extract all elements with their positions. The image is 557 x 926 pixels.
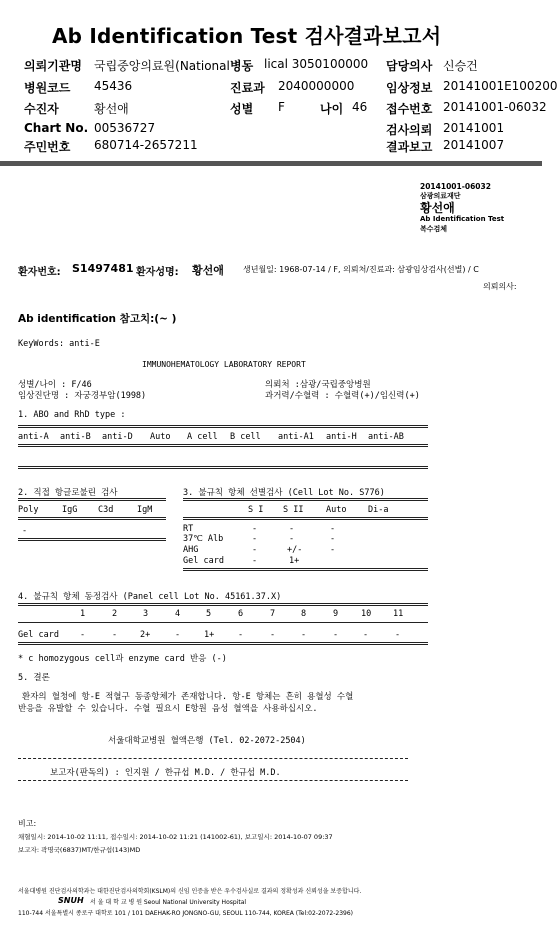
dat-value: - xyxy=(22,526,28,536)
panel-cell: - xyxy=(112,630,118,640)
header-value: 신승건 xyxy=(443,59,478,73)
section1-title: 1. ABO and RhD type : xyxy=(18,410,126,420)
stamp-multi: 복수검체 xyxy=(420,225,448,233)
patient-name-value: 황선애 xyxy=(192,264,224,277)
history: 과거력/수혈력 : 수혈력(+)/임신력(+) xyxy=(265,391,420,401)
remark-label: 비고: xyxy=(18,819,37,828)
panel-col: 5 xyxy=(206,609,212,619)
panel-cell: 1+ xyxy=(204,630,215,640)
rule xyxy=(18,498,166,501)
panel-cell: - xyxy=(270,630,276,640)
panel-col: 1 xyxy=(80,609,86,619)
rule xyxy=(183,568,428,571)
screen-row-label: RT xyxy=(183,524,194,534)
header-value: 2040000000 xyxy=(278,79,355,93)
header-value: 00536727 xyxy=(94,121,156,135)
panel-col: 7 xyxy=(270,609,276,619)
panel-cell: 2+ xyxy=(140,630,151,640)
dat-col: IgG xyxy=(62,505,78,515)
screen-col: Di-a xyxy=(368,505,389,515)
panel-cell: - xyxy=(238,630,244,640)
panel-row-label: Gel card xyxy=(18,630,59,640)
header-value: 20141007 xyxy=(443,138,505,152)
header-divider xyxy=(0,161,542,166)
age-label: 나이 xyxy=(320,102,344,116)
conclusion-line2: 반응을 유발할 수 있습니다. 수혈 필요시 E항원 음성 혈액을 사용하십시오. xyxy=(18,704,318,714)
sex-age: 성별/나이 : F/46 xyxy=(18,380,92,390)
report-title: IMMUNOHEMATOLOGY LABORATORY REPORT xyxy=(142,360,306,369)
abo-col: B cell xyxy=(230,432,261,442)
header-label: 진료과 xyxy=(230,81,265,95)
hospital-name: 서 울 대 학 교 병 원 Seoul National University Hospital xyxy=(90,899,247,906)
header-label: 수진자 xyxy=(24,102,59,116)
screen-cell: - xyxy=(330,545,336,555)
header-label: 병원코드 xyxy=(24,81,71,95)
header-label: 병동 xyxy=(230,59,254,73)
abo-col: A cell xyxy=(187,432,218,442)
rule xyxy=(18,780,408,781)
panel-col: 10 xyxy=(361,609,372,619)
header-label: Chart No. xyxy=(24,121,89,135)
rule xyxy=(18,603,428,606)
screen-col: S I xyxy=(248,505,264,515)
screen-cell: - xyxy=(252,524,258,534)
age-value: 46 xyxy=(352,100,368,114)
abo-col: anti-B xyxy=(60,432,91,442)
header-label: 접수번호 xyxy=(386,102,433,116)
panel-col: 4 xyxy=(175,609,181,619)
snuh-logo: SNUH xyxy=(58,896,84,905)
timestamps: 채혈일시: 2014-10-02 11:11, 접수일시: 2014-10-02 11:21 (141002-61), 보고일시: 2014-10-07 09:37 xyxy=(18,833,333,841)
reporter-ids: 보고자: 곽명국(6837)MT/한규섭(143)MD xyxy=(18,846,141,854)
header-label: 결과보고 xyxy=(386,140,433,154)
screen-cell: - xyxy=(289,534,295,544)
screen-col: Auto xyxy=(326,505,347,515)
rule xyxy=(18,466,428,469)
panel-col: 8 xyxy=(301,609,307,619)
patient-details: 생년월일: 1968-07-14 / F, 의뢰처/진료과: 삼광임상검사(선별) / C xyxy=(243,265,479,274)
screen-cell: 1+ xyxy=(289,556,300,566)
dat-col: C3d xyxy=(98,505,114,515)
screen-cell: - xyxy=(252,534,258,544)
referrer: 의뢰처 :삼광/국립중앙병원 xyxy=(265,380,371,390)
rule xyxy=(18,444,428,447)
header-value: 45436 xyxy=(94,79,133,93)
dat-col: IgM xyxy=(137,505,153,515)
stamp-name: 황선애 xyxy=(420,201,455,215)
referring-doctor: 의뢰의사: xyxy=(483,282,517,291)
stamp-org: 삼광의료재단 xyxy=(420,192,461,200)
section2-title: 2. 직접 항글로불린 검사 xyxy=(18,488,118,498)
page-title: Ab Identification Test 검사결과보고서 xyxy=(52,24,442,48)
header-value: 20141001E100200 xyxy=(443,79,557,93)
screen-cell: - xyxy=(252,545,258,555)
panel-col: 6 xyxy=(238,609,244,619)
rule xyxy=(18,517,166,520)
rule xyxy=(18,538,166,541)
screen-cell: - xyxy=(252,556,258,566)
panel-cell: - xyxy=(80,630,86,640)
diagnosis: 임상진단명 : 자궁경부암(1998) xyxy=(18,391,147,401)
header-label: 담당의사 xyxy=(386,59,433,73)
screen-row-label: Gel card xyxy=(183,556,224,566)
hospital-address: 110-744 서울특별시 종로구 대학로 101 / 101 DAEHAK-RO JONGNO-GU, SEOUL 110-744, KOREA (Tel:02-2072-2396) xyxy=(18,910,354,917)
reference-title: Ab identification 참고치:(~ ) xyxy=(18,313,177,325)
stamp-test: Ab Identification Test xyxy=(420,215,505,223)
screen-cell: - xyxy=(330,534,336,544)
panel-col: 2 xyxy=(112,609,118,619)
header-value: 황선애 xyxy=(94,102,129,116)
screen-row-label: 37℃ Alb xyxy=(183,534,224,544)
panel-note: * c homozygous cell과 enzyme card 반응 (-) xyxy=(18,654,227,664)
rule xyxy=(18,622,428,623)
screen-cell: - xyxy=(289,524,295,534)
patient-no-value: S1497481 xyxy=(72,262,134,275)
abo-col: anti-D xyxy=(102,432,133,442)
header-label: 성별 xyxy=(230,102,254,116)
patient-name-label: 환자성명: xyxy=(136,267,179,278)
rule xyxy=(183,498,428,501)
header-value: 국립중앙의료원(National xyxy=(94,59,230,73)
panel-col: 11 xyxy=(393,609,404,619)
abo-col: anti-AB xyxy=(368,432,404,442)
rule xyxy=(18,425,428,428)
rule xyxy=(18,642,428,645)
abo-col: anti-A1 xyxy=(278,432,314,442)
reporter: 보고자(판독의) : 인지원 / 한규섭 M.D. / 한규섭 M.D. xyxy=(50,768,281,778)
keywords: KeyWords: anti-E xyxy=(18,339,100,349)
panel-cell: - xyxy=(175,630,181,640)
blood-bank: 서울대학교병원 혈액은행 (Tel. 02-2072-2504) xyxy=(108,736,306,746)
panel-cell: - xyxy=(395,630,401,640)
dat-col: Poly xyxy=(18,505,39,515)
panel-col: 9 xyxy=(333,609,339,619)
screen-col: S II xyxy=(283,505,304,515)
header-label: 의뢰기관명 xyxy=(24,59,82,73)
header-label: 주민번호 xyxy=(24,140,71,154)
abo-col: anti-H xyxy=(326,432,357,442)
header-value: 20141001-06032 xyxy=(443,100,547,114)
screen-cell: +/- xyxy=(287,545,303,555)
panel-cell: - xyxy=(333,630,339,640)
rule xyxy=(18,758,408,759)
header-value: F xyxy=(278,100,285,114)
header-label: 임상정보 xyxy=(386,81,433,95)
abo-col: Auto xyxy=(150,432,171,442)
stamp-accession: 20141001-06032 xyxy=(420,182,491,191)
conclusion-line1: 환자의 혈청에 항-E 적혈구 동종항체가 존재합니다. 항-E 항체는 흔히 용혈성 수혈 xyxy=(22,692,354,702)
panel-cell: - xyxy=(363,630,369,640)
screen-cell: - xyxy=(330,524,336,534)
panel-col: 3 xyxy=(143,609,149,619)
header-value: 20141001 xyxy=(443,121,505,135)
header-value: lical 3050100000 xyxy=(264,57,369,71)
rule xyxy=(183,517,428,520)
panel-cell: - xyxy=(301,630,307,640)
screen-row-label: AHG xyxy=(183,545,199,555)
certification: 서울대병원 진단검사의학과는 대한진단검사의학회(KSLM)의 신임 인증을 받은 우수검사실로 결과의 정확성과 신뢰성을 보증합니다. xyxy=(18,888,362,895)
header-value: 680714-2657211 xyxy=(94,138,198,152)
patient-no-label: 환자번호: xyxy=(18,267,61,278)
section3-title: 3. 불규칙 항체 선별검사 (Cell Lot No. S776) xyxy=(183,488,385,498)
section4-title: 4. 불규칙 항체 동정검사 (Panel cell Lot No. 45161.37.X) xyxy=(18,592,282,602)
header-label: 검사의뢰 xyxy=(386,123,433,137)
section5-title: 5. 결론 xyxy=(18,673,50,683)
abo-col: anti-A xyxy=(18,432,49,442)
